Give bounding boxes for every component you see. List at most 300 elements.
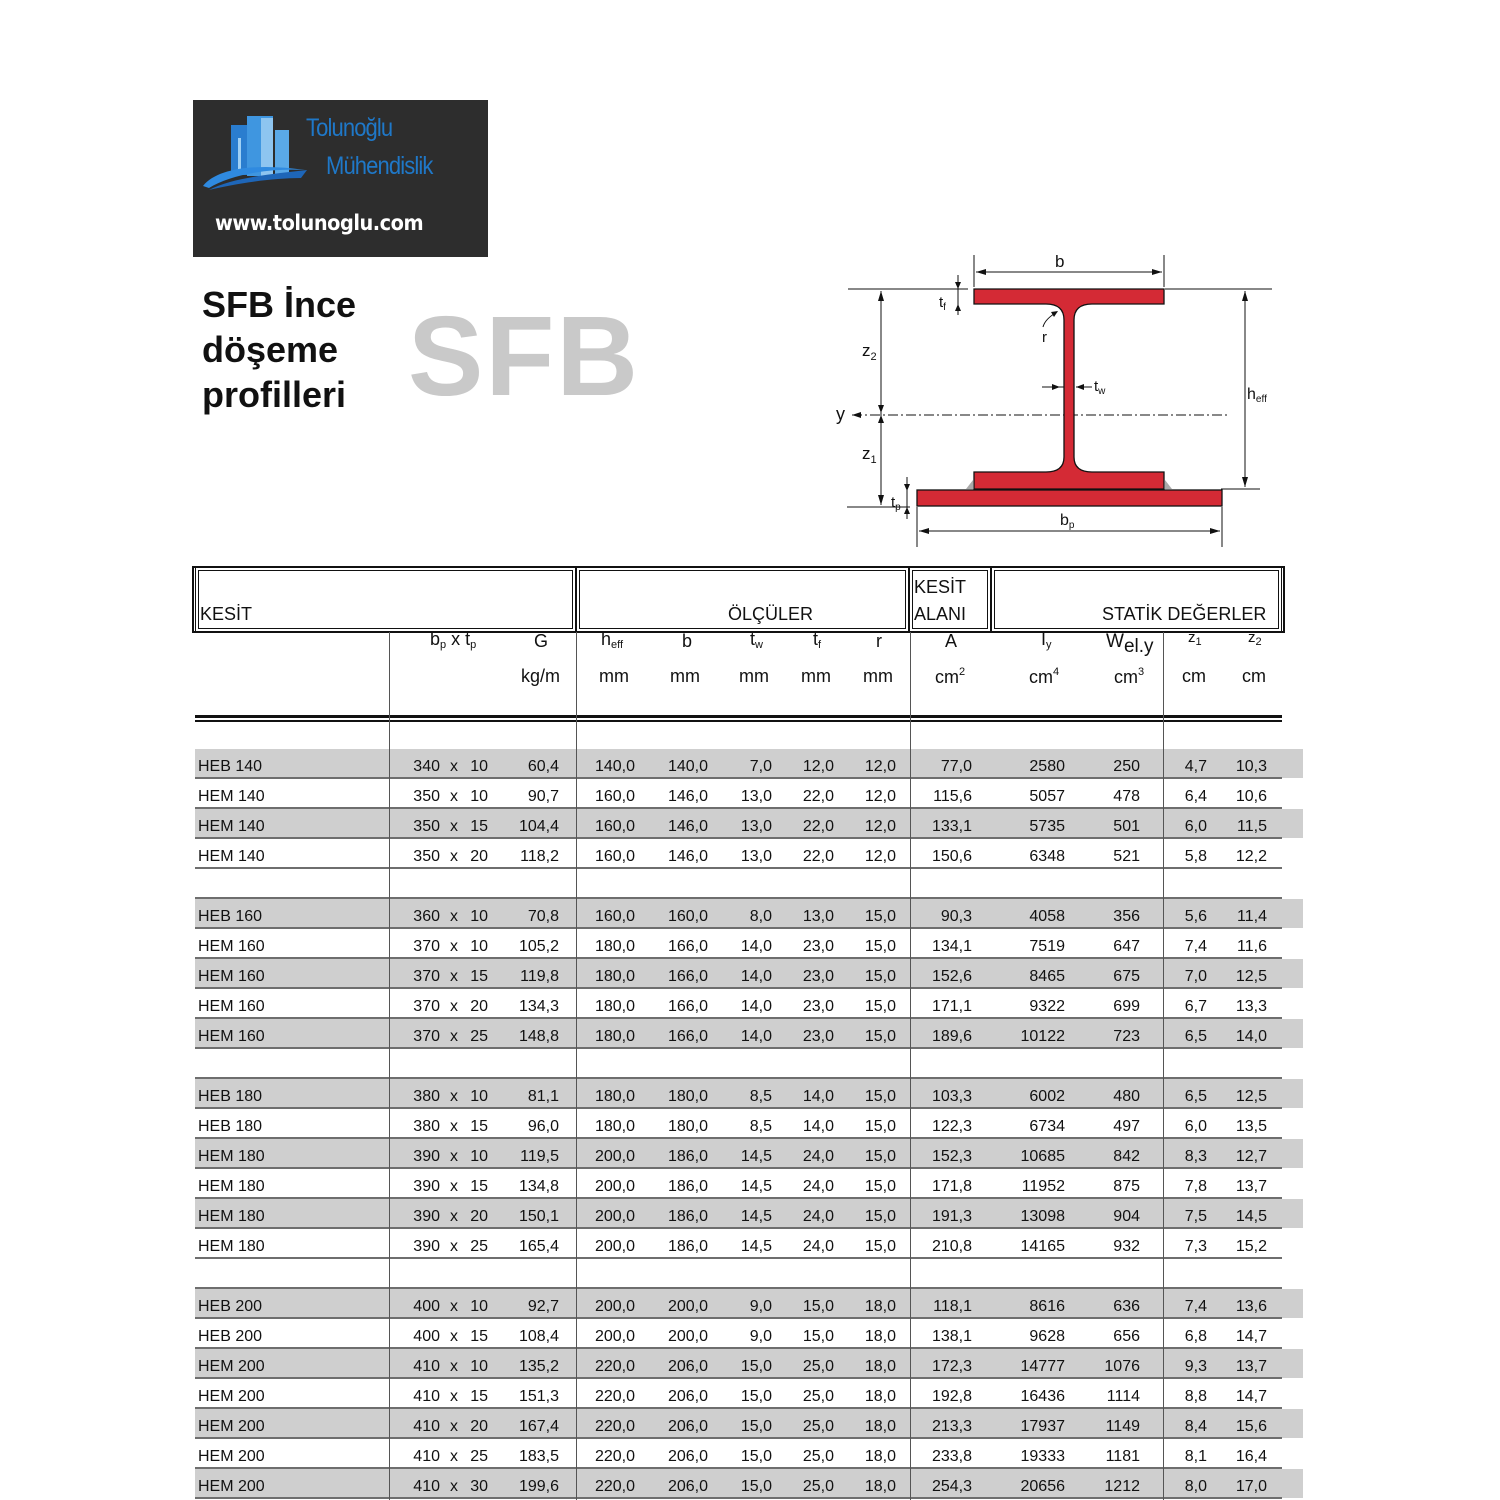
cell-z2: 14,5	[1235, 1208, 1267, 1225]
col-iy-unit: $cm^4$	[1029, 666, 1060, 687]
cell-z1: 6,0	[1184, 818, 1207, 835]
row-rule	[195, 1317, 1282, 1319]
cell-a: 233,8	[931, 1448, 972, 1465]
cell-z2: 14,7	[1235, 1388, 1267, 1405]
company-logo	[193, 100, 488, 257]
cell-g: 148,8	[518, 1028, 559, 1045]
cell-bp: 350	[413, 788, 440, 805]
cell-b: 206,0	[667, 1358, 708, 1375]
cell-iy: 6734	[1029, 1118, 1065, 1135]
col-g: G	[534, 631, 549, 651]
cell-heff: 220,0	[594, 1478, 635, 1495]
cell-tp: 15	[470, 1388, 488, 1405]
row-rule	[195, 1437, 1282, 1439]
cell-heff: 180,0	[594, 1028, 635, 1045]
header-kesit-alani-2: ALANI	[914, 604, 967, 624]
cell-z2: 11,6	[1237, 938, 1267, 955]
cell-b: 206,0	[667, 1478, 708, 1495]
cell-b: 140,0	[667, 758, 708, 775]
cell-heff: 200,0	[594, 1238, 635, 1255]
cell-r: 12,0	[864, 758, 896, 775]
cell-tw: 8,5	[749, 1118, 772, 1135]
cell-tp: 30	[470, 1478, 488, 1495]
cell-tw: 15,0	[740, 1358, 772, 1375]
cell-x: x	[450, 1028, 458, 1045]
cell-name: HEB 160	[198, 908, 263, 925]
cell-tf: 22,0	[802, 788, 834, 805]
cell-g: 118,2	[520, 848, 559, 865]
cell-name: HEM 140	[198, 788, 265, 805]
cell-bp: 370	[413, 998, 440, 1015]
cell-name: HEB 200	[198, 1328, 263, 1345]
cell-wel: 932	[1113, 1238, 1140, 1255]
svg-text:tp: $t_p$	[891, 494, 901, 513]
cell-tf: 13,0	[802, 908, 834, 925]
header-kesit: KESİT	[200, 604, 253, 624]
cell-b: 166,0	[667, 968, 708, 985]
svg-text:bp: bp	[1060, 512, 1075, 531]
cell-wel: 842	[1113, 1148, 1140, 1165]
cell-tp: 15	[470, 818, 488, 835]
col-z2-unit: cm	[1242, 666, 1266, 686]
cell-r: 12,0	[864, 848, 896, 865]
buildings-icon	[201, 108, 311, 193]
cell-z2: 11,5	[1237, 818, 1267, 835]
cell-name: HEM 200	[198, 1478, 265, 1495]
col-tw: tw	[750, 629, 763, 651]
cell-x: x	[450, 1118, 458, 1135]
cell-g: 150,1	[518, 1208, 559, 1225]
cell-z1: 8,1	[1184, 1448, 1207, 1465]
cell-r: 18,0	[864, 1478, 896, 1495]
cell-bp: 380	[413, 1118, 440, 1135]
cell-b: 180,0	[667, 1088, 708, 1105]
svg-text:y: y	[836, 404, 845, 424]
cell-tf: 25,0	[802, 1358, 834, 1375]
cell-name: HEM 200	[198, 1418, 265, 1435]
cell-b: 166,0	[667, 938, 708, 955]
cell-z1: 4,7	[1184, 758, 1207, 775]
cell-name: HEM 200	[198, 1448, 265, 1465]
cell-tf: 14,0	[802, 1118, 834, 1135]
cell-b: 186,0	[667, 1148, 708, 1165]
cell-tp: 20	[470, 1208, 488, 1225]
cell-z1: 8,3	[1184, 1148, 1207, 1165]
cell-z2: 13,5	[1235, 1118, 1267, 1135]
cell-iy: 2580	[1029, 758, 1065, 775]
cell-z1: 5,8	[1184, 848, 1207, 865]
cell-r: 15,0	[864, 1028, 896, 1045]
cell-tp: 15	[470, 1178, 488, 1195]
col-b: b	[682, 631, 693, 651]
col-z1-unit: cm	[1182, 666, 1206, 686]
cell-a: 152,6	[931, 968, 972, 985]
cell-z1: 8,4	[1184, 1418, 1207, 1435]
cell-b: 146,0	[667, 788, 708, 805]
cell-heff: 200,0	[594, 1208, 635, 1225]
cell-a: 103,3	[931, 1088, 972, 1105]
col-tw-unit: mm	[739, 666, 769, 686]
cell-bp: 390	[413, 1178, 440, 1195]
cell-iy: 4058	[1029, 908, 1065, 925]
cell-tp: 15	[470, 968, 488, 985]
cell-tp: 10	[470, 1358, 488, 1375]
cell-tf: 24,0	[802, 1148, 834, 1165]
cell-tp: 20	[470, 1418, 488, 1435]
cell-z2: 13,7	[1235, 1358, 1267, 1375]
cell-a: 122,3	[931, 1118, 972, 1135]
cell-tf: 22,0	[802, 818, 834, 835]
cell-tf: 24,0	[802, 1208, 834, 1225]
cell-tw: 13,0	[740, 818, 772, 835]
cell-heff: 200,0	[594, 1328, 635, 1345]
cell-z2: 14,0	[1235, 1028, 1267, 1045]
header-rule-bottom	[195, 720, 1282, 722]
cell-z1: 6,4	[1184, 788, 1207, 805]
row-rule	[195, 1167, 1282, 1169]
divider-olculer	[576, 632, 577, 1500]
cell-x: x	[450, 788, 458, 805]
cell-iy: 6002	[1029, 1088, 1065, 1105]
cell-z1: 7,4	[1184, 1298, 1207, 1315]
cell-tw: 14,0	[740, 1028, 772, 1045]
brand-name-line2: Mühendislik	[326, 152, 433, 180]
cell-r: 18,0	[864, 1418, 896, 1435]
cell-name: HEM 180	[198, 1208, 265, 1225]
cell-heff: 180,0	[594, 968, 635, 985]
cell-x: x	[450, 938, 458, 955]
col-r: r	[876, 631, 882, 651]
cell-r: 18,0	[864, 1388, 896, 1405]
cell-x: x	[450, 1388, 458, 1405]
col-g-unit: kg/m	[521, 666, 561, 686]
cell-name: HEM 180	[198, 1238, 265, 1255]
cell-bp: 400	[413, 1298, 440, 1315]
cell-tp: 20	[470, 848, 488, 865]
row-rule	[195, 1227, 1282, 1229]
cell-z2: 10,6	[1235, 788, 1267, 805]
cell-z2: 12,5	[1235, 1088, 1267, 1105]
cell-b: 206,0	[667, 1418, 708, 1435]
cell-wel: 250	[1113, 758, 1140, 775]
cell-bp: 370	[413, 938, 440, 955]
cell-z1: 5,6	[1184, 908, 1207, 925]
cell-iy: 17937	[1020, 1418, 1065, 1435]
cell-iy: 8616	[1029, 1298, 1065, 1315]
cell-tf: 25,0	[802, 1448, 834, 1465]
cell-bp: 380	[413, 1088, 440, 1105]
cell-z1: 7,0	[1184, 968, 1207, 985]
cell-g: 135,2	[518, 1358, 559, 1375]
cell-tf: 23,0	[802, 998, 834, 1015]
cell-a: 192,8	[931, 1388, 972, 1405]
cell-tf: 12,0	[802, 758, 834, 775]
cell-x: x	[450, 968, 458, 985]
cell-name: HEM 180	[198, 1148, 265, 1165]
cell-heff: 200,0	[594, 1298, 635, 1315]
cell-b: 146,0	[667, 848, 708, 865]
cell-tw: 8,5	[749, 1088, 772, 1105]
row-rule	[195, 1047, 1282, 1049]
brand-name-line1: Tolunoğlu	[306, 114, 393, 142]
cell-iy: 10685	[1020, 1148, 1065, 1165]
cell-a: 115,6	[933, 788, 972, 805]
label-b: b	[1055, 252, 1065, 271]
cell-name: HEB 140	[198, 758, 263, 775]
row-rule	[195, 837, 1282, 839]
cell-b: 180,0	[667, 1118, 708, 1135]
cell-g: 183,5	[518, 1448, 559, 1465]
cell-z1: 7,8	[1184, 1178, 1207, 1195]
cell-x: x	[450, 1328, 458, 1345]
cell-heff: 180,0	[594, 1088, 635, 1105]
cell-bp: 410	[413, 1358, 440, 1375]
cell-r: 15,0	[864, 1148, 896, 1165]
cell-r: 12,0	[864, 788, 896, 805]
cell-wel: 875	[1113, 1178, 1140, 1195]
cell-name: HEM 160	[198, 968, 265, 985]
cell-a: 150,6	[931, 848, 972, 865]
cell-x: x	[450, 758, 458, 775]
i-beam-profile	[974, 289, 1164, 489]
cell-z1: 9,3	[1184, 1358, 1207, 1375]
watermark-sfb: SFB	[408, 293, 640, 419]
cell-wel: 1212	[1104, 1478, 1140, 1495]
divider-alan	[910, 632, 911, 1500]
cell-iy: 14777	[1020, 1358, 1065, 1375]
cell-tp: 10	[470, 788, 488, 805]
cell-r: 15,0	[864, 1118, 896, 1135]
header-kesit-box	[195, 567, 576, 632]
cell-a: 189,6	[931, 1028, 972, 1045]
cell-r: 15,0	[864, 908, 896, 925]
cell-g: 134,8	[518, 1178, 559, 1195]
cell-tw: 14,5	[740, 1178, 772, 1195]
cell-tf: 24,0	[802, 1178, 834, 1195]
row-rule	[195, 867, 1282, 869]
cell-iy: 7519	[1029, 938, 1065, 955]
cell-g: 108,4	[518, 1328, 559, 1345]
col-a: A	[945, 631, 958, 651]
cell-name: HEB 180	[198, 1088, 263, 1105]
title-line-1: SFB İnce	[202, 284, 357, 325]
cell-x: x	[450, 1238, 458, 1255]
cell-z2: 17,0	[1235, 1478, 1267, 1495]
cell-tw: 14,5	[740, 1208, 772, 1225]
cell-z1: 6,0	[1184, 1118, 1207, 1135]
cell-heff: 140,0	[594, 758, 635, 775]
cell-b: 146,0	[667, 818, 708, 835]
cell-tf: 23,0	[802, 968, 834, 985]
cell-heff: 220,0	[594, 1418, 635, 1435]
cell-wel: 699	[1113, 998, 1140, 1015]
cell-iy: 13098	[1020, 1208, 1065, 1225]
col-tf-unit: mm	[801, 666, 831, 686]
cell-g: 199,6	[518, 1478, 559, 1495]
cell-x: x	[450, 1298, 458, 1315]
header-rule-top	[195, 715, 1282, 718]
cell-wel: 656	[1113, 1328, 1140, 1345]
cell-g: 104,4	[518, 818, 559, 835]
cell-wel: 904	[1113, 1208, 1140, 1225]
cell-name: HEM 200	[198, 1358, 265, 1375]
cell-z1: 6,5	[1184, 1088, 1207, 1105]
cell-name: HEM 180	[198, 1178, 265, 1195]
cell-z2: 12,5	[1235, 968, 1267, 985]
cell-iy: 16436	[1020, 1388, 1065, 1405]
cell-tw: 8,0	[749, 908, 772, 925]
cell-g: 134,3	[518, 998, 559, 1015]
cell-g: 92,7	[527, 1298, 559, 1315]
cell-iy: 9322	[1029, 998, 1065, 1015]
cell-x: x	[450, 1478, 458, 1495]
cell-wel: 480	[1113, 1088, 1140, 1105]
cell-heff: 160,0	[594, 818, 635, 835]
cell-x: x	[450, 1208, 458, 1225]
row-rule	[195, 927, 1282, 929]
cell-g: 90,7	[527, 788, 559, 805]
cell-z2: 12,7	[1235, 1148, 1267, 1165]
cell-iy: 19333	[1020, 1448, 1065, 1465]
cell-a: 118,1	[933, 1298, 972, 1315]
row-rule	[195, 1497, 1282, 1499]
header-olculer: ÖLÇÜLER	[728, 604, 814, 624]
cell-a: 191,3	[931, 1208, 972, 1225]
cell-z1: 8,0	[1184, 1478, 1207, 1495]
cell-tp: 10	[470, 1088, 488, 1105]
cell-x: x	[450, 998, 458, 1015]
cell-g: 151,3	[518, 1388, 559, 1405]
cell-iy: 10122	[1020, 1028, 1065, 1045]
cell-r: 12,0	[864, 818, 896, 835]
cell-a: 133,1	[931, 818, 972, 835]
cell-tw: 15,0	[740, 1388, 772, 1405]
cell-tw: 7,0	[749, 758, 772, 775]
cell-bp: 400	[413, 1328, 440, 1345]
cell-heff: 220,0	[594, 1388, 635, 1405]
cell-z2: 12,2	[1235, 848, 1267, 865]
cell-z2: 16,4	[1235, 1448, 1267, 1465]
col-wel: Wel.y	[1106, 631, 1154, 657]
cell-tw: 15,0	[740, 1448, 772, 1465]
cell-a: 213,3	[931, 1418, 972, 1435]
cell-b: 186,0	[667, 1178, 708, 1195]
cell-g: 119,8	[520, 968, 559, 985]
page-title	[202, 282, 356, 417]
cell-bp: 410	[413, 1388, 440, 1405]
cell-name: HEM 140	[198, 848, 265, 865]
cell-iy: 20656	[1020, 1478, 1065, 1495]
cell-x: x	[450, 1358, 458, 1375]
cell-tf: 14,0	[802, 1088, 834, 1105]
svg-text:z1: $z_1$	[862, 444, 877, 466]
cell-bp: 370	[413, 968, 440, 985]
cell-r: 15,0	[864, 1178, 896, 1195]
cell-g: 81,1	[527, 1088, 559, 1105]
cell-x: x	[450, 1088, 458, 1105]
cell-tw: 15,0	[740, 1418, 772, 1435]
cell-z2: 13,3	[1235, 998, 1267, 1015]
cell-heff: 180,0	[594, 998, 635, 1015]
cell-tf: 15,0	[802, 1298, 834, 1315]
cell-r: 15,0	[864, 998, 896, 1015]
cell-x: x	[450, 818, 458, 835]
cell-b: 160,0	[667, 908, 708, 925]
cell-heff: 220,0	[594, 1358, 635, 1375]
cell-a: 172,3	[931, 1358, 972, 1375]
cell-tf: 23,0	[802, 1028, 834, 1045]
cell-tf: 25,0	[802, 1418, 834, 1435]
row-rule	[195, 1287, 1282, 1289]
row-rule	[195, 897, 1282, 899]
cell-bp: 390	[413, 1238, 440, 1255]
cell-b: 200,0	[667, 1328, 708, 1345]
cell-wel: 497	[1113, 1118, 1140, 1135]
cell-r: 15,0	[864, 968, 896, 985]
cell-g: 167,4	[518, 1418, 559, 1435]
cell-x: x	[450, 1148, 458, 1165]
cell-name: HEM 140	[198, 818, 265, 835]
cell-tw: 9,0	[749, 1298, 772, 1315]
row-rule	[195, 1107, 1282, 1109]
cell-iy: 11952	[1021, 1178, 1065, 1195]
cell-heff: 180,0	[594, 1118, 635, 1135]
header-kesit-alani-1: KESİT	[914, 577, 967, 597]
col-b-unit: mm	[670, 666, 700, 686]
cell-bp: 390	[413, 1148, 440, 1165]
col-z2: $z_2$	[1248, 629, 1262, 648]
cell-a: 254,3	[931, 1478, 972, 1495]
cell-r: 15,0	[864, 1088, 896, 1105]
cell-heff: 200,0	[594, 1148, 635, 1165]
cell-g: 165,4	[518, 1238, 559, 1255]
cell-g: 60,4	[527, 758, 559, 775]
cell-heff: 160,0	[594, 908, 635, 925]
title-line-2: döşeme	[202, 329, 339, 370]
cell-bp: 410	[413, 1478, 440, 1495]
cell-tp: 15	[470, 1328, 488, 1345]
cell-g: 119,5	[520, 1148, 559, 1165]
row-rule	[195, 1257, 1282, 1259]
cell-b: 206,0	[667, 1448, 708, 1465]
cell-x: x	[450, 848, 458, 865]
col-r-unit: mm	[863, 666, 893, 686]
cell-b: 166,0	[667, 1028, 708, 1045]
cell-wel: 1076	[1104, 1358, 1140, 1375]
cell-b: 186,0	[667, 1208, 708, 1225]
cell-name: HEM 160	[198, 938, 265, 955]
website-url: www.tolunoglu.com	[215, 211, 424, 235]
cell-iy: 5735	[1029, 818, 1065, 835]
cell-tp: 15	[470, 1118, 488, 1135]
cell-a: 152,3	[931, 1148, 972, 1165]
cell-b: 166,0	[667, 998, 708, 1015]
cell-g: 96,0	[527, 1118, 559, 1135]
cell-z1: 6,8	[1184, 1328, 1207, 1345]
cell-bp: 350	[413, 848, 440, 865]
col-bp-tp: bp x tp	[430, 629, 477, 651]
cell-b: 186,0	[667, 1238, 708, 1255]
svg-text:tw: $t_w$	[1094, 378, 1106, 397]
cell-z2: 15,2	[1235, 1238, 1267, 1255]
cell-tp: 20	[470, 998, 488, 1015]
cell-heff: 160,0	[594, 848, 635, 865]
col-heff: heff	[601, 629, 624, 651]
cell-z2: 15,6	[1235, 1418, 1267, 1435]
col-tf: tf	[813, 629, 822, 651]
cell-iy: 5057	[1029, 788, 1065, 805]
col-a-unit: $cm^2$	[935, 666, 966, 687]
